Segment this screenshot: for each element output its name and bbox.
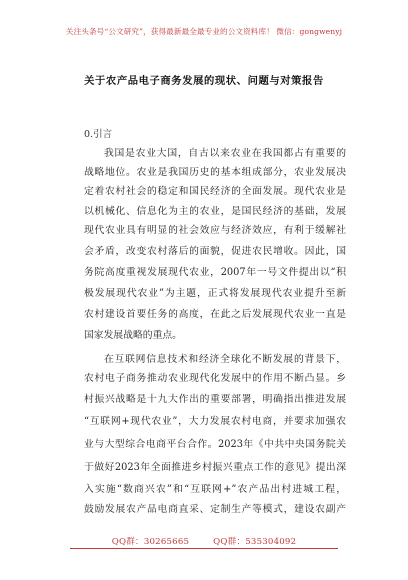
- body-line: 入实施“数商兴农”和“互联网+”农产品出村进城工程，: [84, 484, 346, 495]
- footer-qq-left: QQ群：30265665: [111, 537, 190, 547]
- body-line: “互联网+现代农业”，大力发展农村电商，并要求加强农: [84, 416, 346, 427]
- body-line: 极发展现代农业”为主题，正式将发展现代农业提升至新: [84, 288, 346, 299]
- body-line: 农村建设首要任务的高度，在此之后发展现代农业一直是: [84, 309, 346, 320]
- body-line: 村振兴战略是十九大作出的重要部署，明确指出推进发展: [84, 394, 346, 405]
- body-line: 于做好2023年全面推进乡村振兴重点工作的意见》提出深: [84, 462, 346, 473]
- body-line: 现代农业具有明显的社会效应与经济效应，有利于缓解社: [84, 225, 346, 236]
- body-line: 我国是农业大国，自古以来农业在我国都占有重要的: [104, 148, 346, 159]
- section-heading: 0.引言: [84, 129, 113, 140]
- body-line: 在互联网信息技术和经济全球化不断发展的背景下，: [104, 354, 346, 365]
- header-banner: 关注头条号“公文研究”，获得最新最全最专业的公文资料库！ 微信：gongwenyj: [65, 27, 343, 36]
- document-title: 关于农产品电子商务发展的现状、问题与对策报告: [84, 75, 324, 87]
- body-line: 国家发展战略的重点。: [84, 330, 182, 341]
- body-line: 鼓励发展农产品电商直采、定制生产等模式，建设农副产: [84, 504, 346, 515]
- footer-qq-right: QQ群：535304092: [213, 537, 297, 547]
- footer-underline: [70, 548, 338, 549]
- body-line: 业与大型综合电商平台合作。2023年《中共中央国务院关: [84, 439, 346, 450]
- body-line: 定着农村社会的稳定和国民经济的全面发展。现代农业是: [84, 186, 346, 197]
- footer-qq: [0, 535, 408, 547]
- body-line: 以机械化、信息化为主的农业，是国民经济的基础，发展: [84, 206, 346, 217]
- body-line: 农村电子商务推动农业现代化发展中的作用不断凸显。乡: [84, 373, 346, 384]
- body-line: 会矛盾，改变农村落后的面貌，促进农民增收。因此，国: [84, 246, 346, 257]
- body-line: 务院高度重视发展现代农业，2007年一号文件提出以“积: [84, 267, 346, 278]
- body-line: 战略地位。农业是我国历史的基本组成部分，农业发展决: [84, 167, 346, 178]
